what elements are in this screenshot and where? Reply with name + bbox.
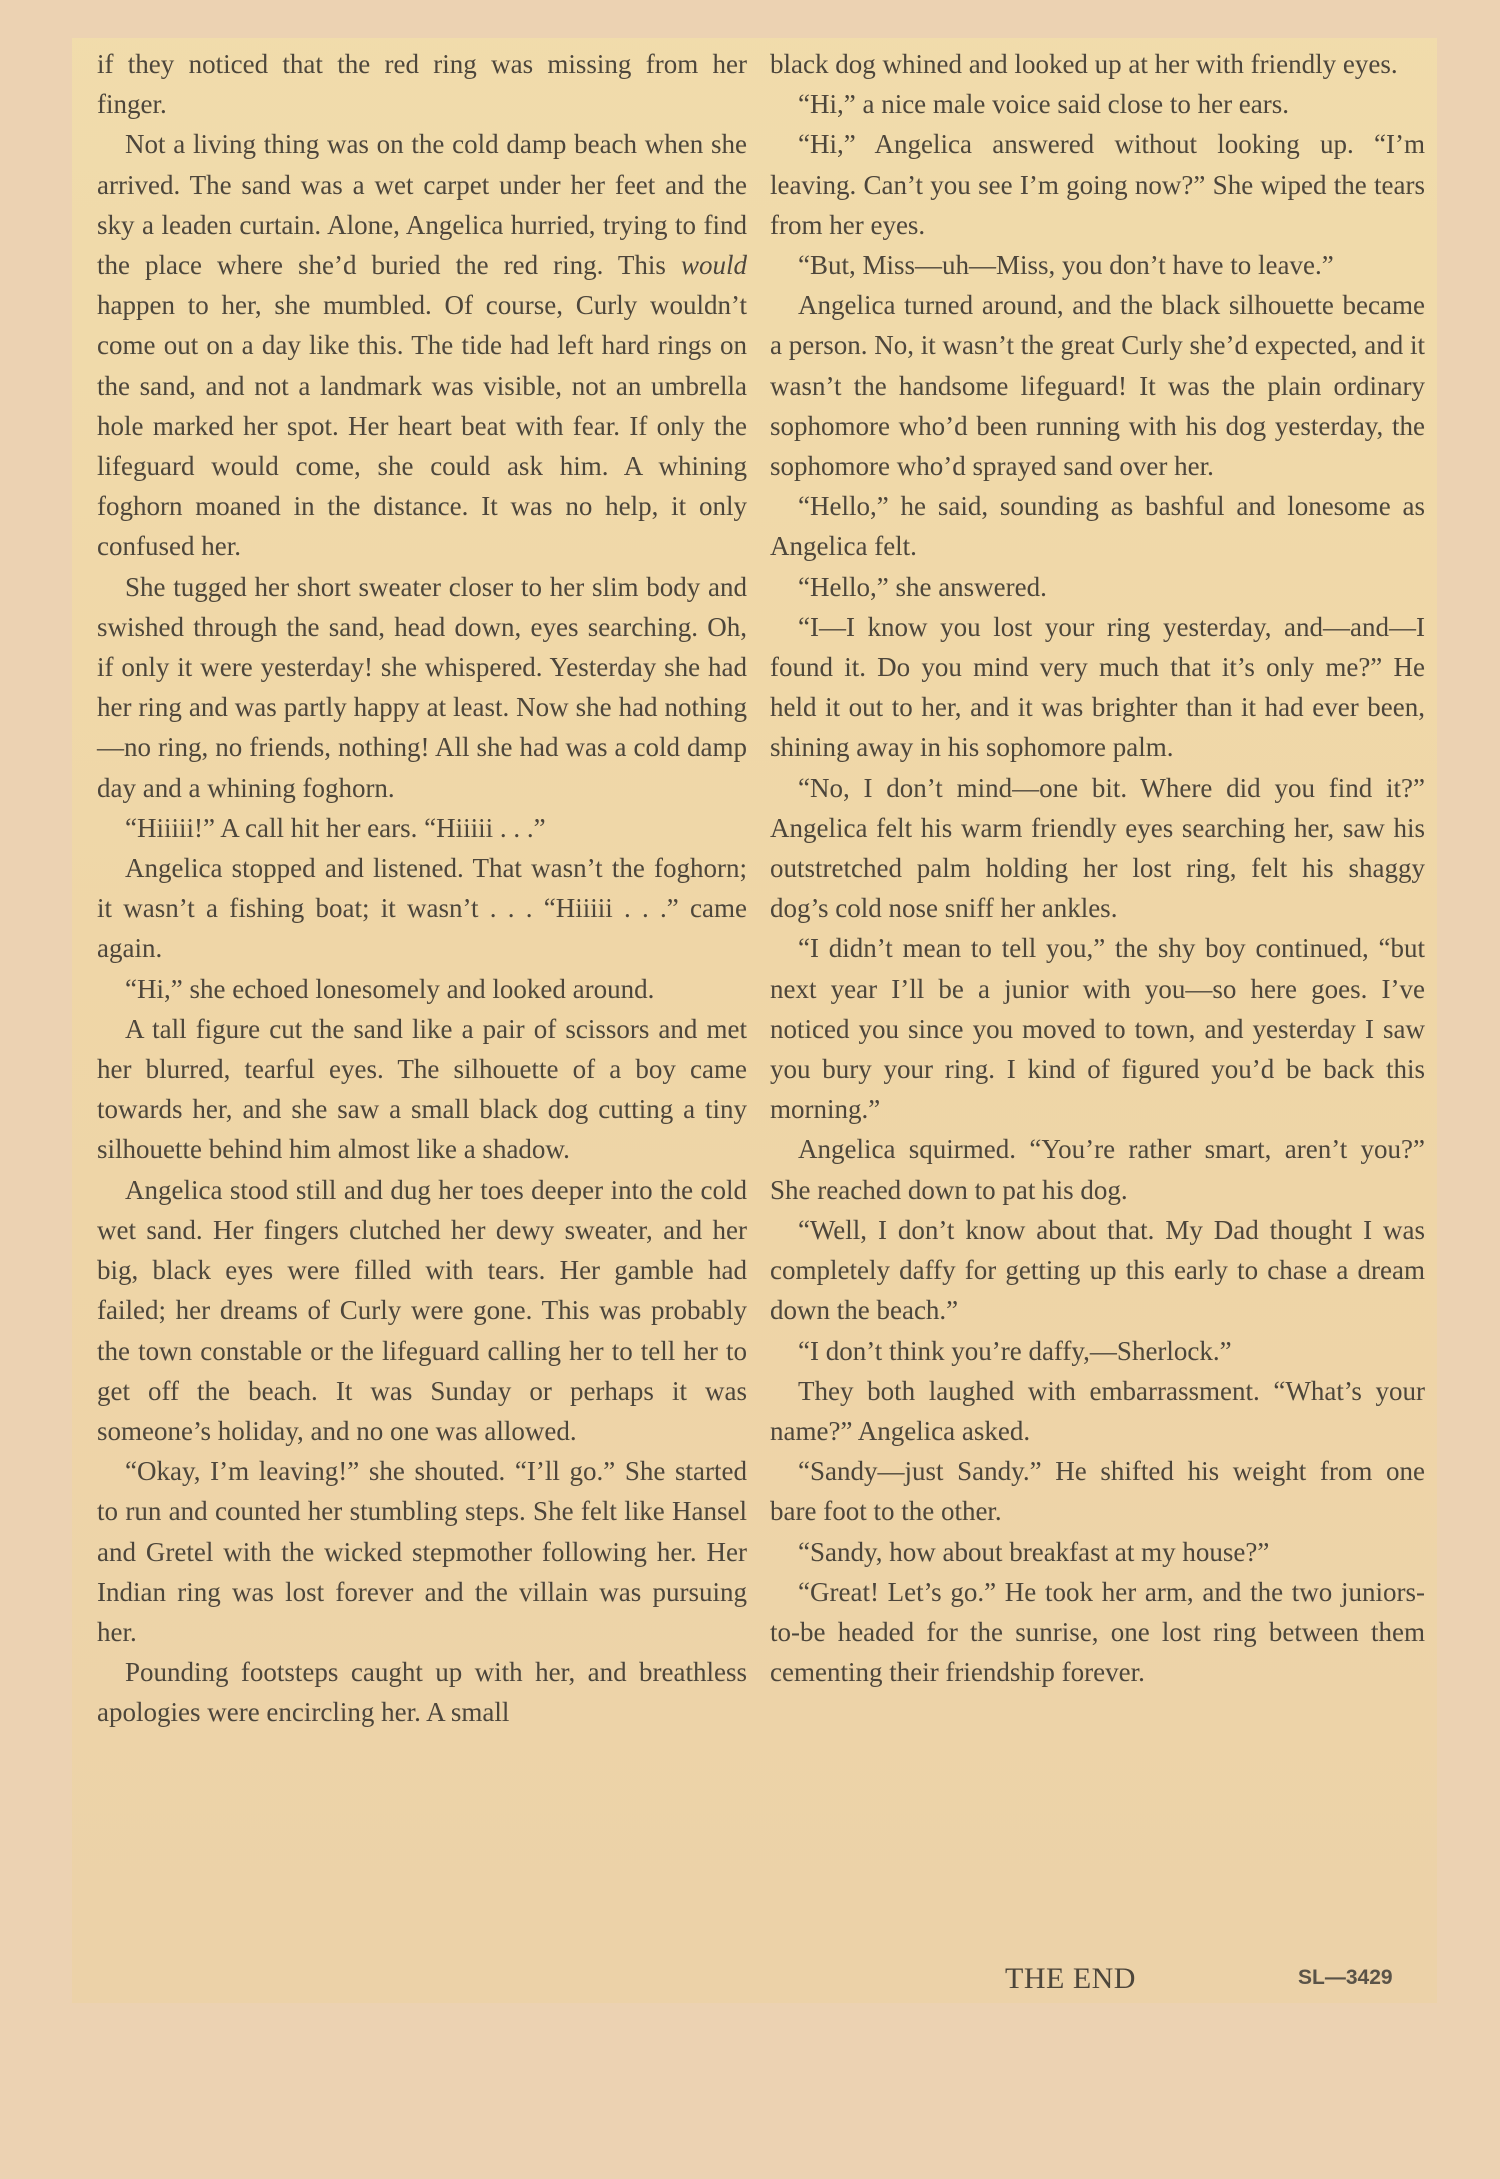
italic-word: would bbox=[680, 250, 747, 281]
paragraph: A tall figure cut the sand like a pair of scissors and met her blurred, tearful eyes. The silhouette of a boy came towards her, and she saw a small black dog cutting a tiny silhouette behind him almost like a shadow. bbox=[97, 1013, 747, 1165]
text-span: Not a living thing was on the cold damp beach when she arrived. The sand was a wet carpet under her feet and the sky a leaden curtain. Alone, Angelica hurried, trying to find the place where she’d buried the red ring. This bbox=[97, 129, 747, 281]
paragraph: “I—I know you lost your ring yesterday, and—and—I found it. Do you mind very much that it’s only me?” He held it out to her, and it was brighter than it had ever been, shining away in his sophomore palm. bbox=[770, 611, 1425, 763]
paragraph: “Hello,” she answered. bbox=[798, 571, 1047, 602]
paragraph: She tugged her short sweater closer to her slim body and swished through the sand, head down, eyes searching. Oh, if only it were yesterday! she whispered. Yesterday she had her ring and was partly happy at least. Now she had nothing—no ring, no friends, nothing! All she had was a cold damp day and a whining foghorn. bbox=[97, 571, 747, 803]
story-code: SL—3429 bbox=[1298, 1966, 1393, 1989]
paragraph: “No, I don’t mind—one bit. Where did you find it?” Angelica felt his warm friendly eyes searching her, saw his outstretched palm holding her lost ring, felt his shaggy dog’s cold nose sniff her ankles. bbox=[770, 772, 1425, 924]
right-column bbox=[770, 44, 1425, 1692]
text-span: happen to her, she mumbled. Of course, Curly wouldn’t come out on a day like this. The tide had left hard rings on the sand, and not a landmark was visible, not an umbrella hole marked her spot. Her heart beat with fear. If only the lifeguard would come, she could ask him. A whining foghorn moaned in the distance. It was no help, it only confused her. bbox=[97, 290, 747, 562]
paragraph: “Sandy—just Sandy.” He shifted his weight from one bare foot to the other. bbox=[770, 1456, 1425, 1527]
paragraph bbox=[97, 124, 747, 566]
paragraph: “Hi,” she echoed lonesomely and looked around. bbox=[125, 973, 655, 1004]
paragraph: “Hiiiii!” A call hit her ears. “Hiiiii . . .” bbox=[125, 812, 546, 843]
paragraph: “Hi,” a nice male voice said close to her ears. bbox=[798, 89, 1290, 120]
paragraph: “I don’t think you’re daffy,—Sherlock.” bbox=[798, 1335, 1232, 1366]
left-column bbox=[97, 44, 747, 1733]
paragraph: Angelica turned around, and the black silhouette became a person. No, it wasn’t the great Curly she’d expected, and it wasn’t the handsome lifeguard! It was the plain ordinary sophomore who’d been running with his dog yesterday, the sophomore who’d sprayed sand over her. bbox=[770, 290, 1425, 482]
paragraph: if they noticed that the red ring was missing from her finger. bbox=[97, 49, 747, 120]
paragraph: They both laughed with embarrassment. “What’s your name?” Angelica asked. bbox=[770, 1375, 1425, 1446]
paragraph: black dog whined and looked up at her with friendly eyes. bbox=[770, 49, 1398, 79]
paragraph: “Sandy, how about breakfast at my house?” bbox=[798, 1536, 1270, 1567]
paragraph: Angelica stood still and dug her toes deeper into the cold wet sand. Her fingers clutched her dewy sweater, and her big, black eyes were filled with tears. Her gamble had failed; her dreams of Curly were gone. This was probably the town constable or the lifeguard calling her to tell her to get off the beach. It was Sunday or perhaps it was someone’s holiday, and no one was allowed. bbox=[97, 1174, 747, 1446]
paragraph: Pounding footsteps caught up with her, and breathless apologies were encircling her. A small bbox=[97, 1657, 747, 1728]
paragraph: “But, Miss—uh—Miss, you don’t have to leave.” bbox=[798, 250, 1334, 281]
paragraph: “Great! Let’s go.” He took her arm, and the two juniors-to-be headed for the sunrise, one lost ring between them cementing their friendship forever. bbox=[770, 1576, 1425, 1688]
paragraph: “Hi,” Angelica answered without looking up. “I’m leaving. Can’t you see I’m going now?” She wiped the tears from her eyes. bbox=[770, 129, 1425, 240]
the-end-label: THE END bbox=[1005, 1962, 1136, 1995]
paragraph: “I didn’t mean to tell you,” the shy boy continued, “but next year I’ll be a junior with you—so here goes. I’ve noticed you since you moved to town, and yesterday I saw you bury your ring. I kind of figured you’d be back this morning.” bbox=[770, 933, 1425, 1125]
paragraph: “Well, I don’t know about that. My Dad thought I was completely daffy for getting up this early to chase a dream down the beach.” bbox=[770, 1214, 1425, 1326]
paragraph: Angelica squirmed. “You’re rather smart, aren’t you?” She reached down to pat his dog. bbox=[770, 1134, 1425, 1205]
paragraph: “Hello,” he said, sounding as bashful and lonesome as Angelica felt. bbox=[770, 491, 1425, 562]
paragraph: “Okay, I’m leaving!” she shouted. “I’ll go.” She started to run and counted her stumbling steps. She felt like Hansel and Gretel with the wicked stepmother following her. Her Indian ring was lost forever and the villain was pursuing her. bbox=[97, 1456, 747, 1647]
paragraph: Angelica stopped and listened. That wasn’t the foghorn; it wasn’t a fishing boat; it wasn’t . . . “Hiiiii . . .” came again. bbox=[97, 853, 747, 964]
